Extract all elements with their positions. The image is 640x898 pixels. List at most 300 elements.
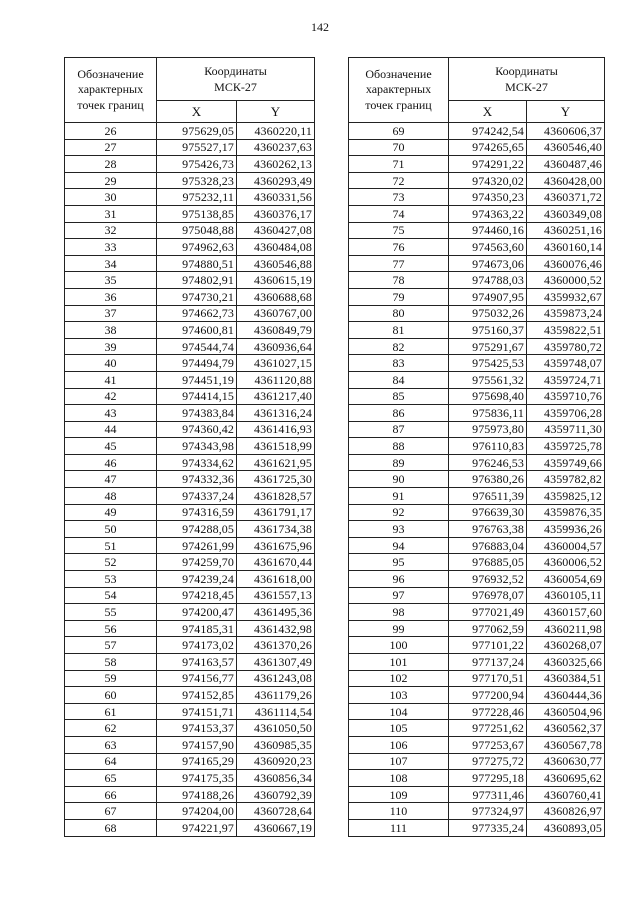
point-number-cell: 45 (65, 438, 157, 455)
y-coordinate-cell: 4361518,99 (237, 438, 315, 455)
table-row (349, 687, 605, 704)
x-coordinate-cell: 974334,62 (157, 454, 237, 471)
x-coordinate-cell: 974962,63 (157, 239, 237, 256)
y-coordinate-cell: 4361217,40 (237, 388, 315, 405)
table-row (65, 687, 315, 704)
point-number-cell: 51 (65, 537, 157, 554)
y-coordinate-cell: 4359724,71 (527, 371, 605, 388)
x-coordinate-cell: 974383,84 (157, 405, 237, 422)
x-coordinate-cell: 974332,36 (157, 471, 237, 488)
point-number-cell: 35 (65, 272, 157, 289)
coordinates-table-right (348, 57, 605, 837)
y-coordinate-cell: 4360728,64 (237, 803, 315, 820)
table-row (349, 571, 605, 588)
table-row (65, 488, 315, 505)
x-coordinate-cell: 974907,95 (449, 288, 527, 305)
y-coordinate-cell: 4361621,95 (237, 454, 315, 471)
table-row (65, 803, 315, 820)
point-number-cell: 64 (65, 753, 157, 770)
point-number-cell: 59 (65, 670, 157, 687)
table-row (65, 355, 315, 372)
point-number-cell: 67 (65, 803, 157, 820)
y-coordinate-cell: 4360615,19 (237, 272, 315, 289)
y-coordinate-cell: 4360567,78 (527, 736, 605, 753)
header-point-designation: Обозначение характерных точек границ (349, 58, 449, 123)
header-y: Y (527, 100, 605, 122)
x-coordinate-cell: 975232,11 (157, 189, 237, 206)
table-row (349, 421, 605, 438)
y-coordinate-cell: 4360487,46 (527, 156, 605, 173)
point-number-cell: 48 (65, 488, 157, 505)
x-coordinate-cell: 976978,07 (449, 587, 527, 604)
x-coordinate-cell: 975561,32 (449, 371, 527, 388)
x-coordinate-cell: 974600,81 (157, 322, 237, 339)
y-coordinate-cell: 4360220,11 (237, 123, 315, 140)
point-number-cell: 66 (65, 786, 157, 803)
x-coordinate-cell: 974288,05 (157, 521, 237, 538)
point-number-cell: 32 (65, 222, 157, 239)
x-coordinate-cell: 975426,73 (157, 156, 237, 173)
y-coordinate-cell: 4360268,07 (527, 637, 605, 654)
x-coordinate-cell: 974337,24 (157, 488, 237, 505)
y-coordinate-cell: 4360767,00 (237, 305, 315, 322)
y-coordinate-cell: 4359876,35 (527, 504, 605, 521)
point-number-cell: 83 (349, 355, 449, 372)
table-row (349, 139, 605, 156)
point-number-cell: 99 (349, 620, 449, 637)
x-coordinate-cell: 976511,39 (449, 488, 527, 505)
y-coordinate-cell: 4360688,68 (237, 288, 315, 305)
table-row (349, 703, 605, 720)
table-row (349, 239, 605, 256)
x-coordinate-cell: 976639,30 (449, 504, 527, 521)
x-coordinate-cell: 974188,26 (157, 786, 237, 803)
table-row (349, 654, 605, 671)
table-row (349, 736, 605, 753)
table-row (349, 388, 605, 405)
table-row (65, 388, 315, 405)
y-coordinate-cell: 4361416,93 (237, 421, 315, 438)
x-coordinate-cell: 977170,51 (449, 670, 527, 687)
x-coordinate-cell: 974563,60 (449, 239, 527, 256)
x-coordinate-cell: 975836,11 (449, 405, 527, 422)
x-coordinate-cell: 975291,67 (449, 338, 527, 355)
table-row (65, 554, 315, 571)
x-coordinate-cell: 977021,49 (449, 604, 527, 621)
point-number-cell: 101 (349, 654, 449, 671)
y-coordinate-cell: 4360606,37 (527, 123, 605, 140)
point-number-cell: 103 (349, 687, 449, 704)
point-number-cell: 78 (349, 272, 449, 289)
x-coordinate-cell: 974204,00 (157, 803, 237, 820)
x-coordinate-cell: 974151,71 (157, 703, 237, 720)
table-row (349, 770, 605, 787)
x-coordinate-cell: 974544,74 (157, 338, 237, 355)
y-coordinate-cell: 4360376,17 (237, 205, 315, 222)
table-row (65, 405, 315, 422)
x-coordinate-cell: 974350,23 (449, 189, 527, 206)
point-number-cell: 105 (349, 720, 449, 737)
table-row (349, 488, 605, 505)
table-row (349, 786, 605, 803)
x-coordinate-cell: 974261,99 (157, 537, 237, 554)
x-coordinate-cell: 974239,24 (157, 571, 237, 588)
x-coordinate-cell: 974320,02 (449, 172, 527, 189)
table-row (349, 255, 605, 272)
point-number-cell: 96 (349, 571, 449, 588)
point-number-cell: 62 (65, 720, 157, 737)
point-number-cell: 63 (65, 736, 157, 753)
table-body-right (349, 123, 605, 837)
point-number-cell: 107 (349, 753, 449, 770)
table-row (65, 255, 315, 272)
table-row (349, 355, 605, 372)
point-number-cell: 87 (349, 421, 449, 438)
table-row (349, 272, 605, 289)
point-number-cell: 91 (349, 488, 449, 505)
point-number-cell: 28 (65, 156, 157, 173)
x-coordinate-cell: 974363,22 (449, 205, 527, 222)
point-number-cell: 109 (349, 786, 449, 803)
point-number-cell: 82 (349, 338, 449, 355)
y-coordinate-cell: 4359749,66 (527, 454, 605, 471)
point-number-cell: 70 (349, 139, 449, 156)
x-coordinate-cell: 974259,70 (157, 554, 237, 571)
y-coordinate-cell: 4361243,08 (237, 670, 315, 687)
point-number-cell: 102 (349, 670, 449, 687)
y-coordinate-cell: 4360160,14 (527, 239, 605, 256)
y-coordinate-cell: 4360384,51 (527, 670, 605, 687)
point-number-cell: 44 (65, 421, 157, 438)
point-number-cell: 71 (349, 156, 449, 173)
point-number-cell: 89 (349, 454, 449, 471)
table-row (349, 123, 605, 140)
y-coordinate-cell: 4360371,72 (527, 189, 605, 206)
x-coordinate-cell: 974165,29 (157, 753, 237, 770)
table-row (349, 637, 605, 654)
table-row (349, 620, 605, 637)
y-coordinate-cell: 4360695,62 (527, 770, 605, 787)
table-row (349, 587, 605, 604)
point-number-cell: 95 (349, 554, 449, 571)
point-number-cell: 81 (349, 322, 449, 339)
x-coordinate-cell: 974460,16 (449, 222, 527, 239)
y-coordinate-cell: 4360667,19 (237, 819, 315, 836)
point-number-cell: 104 (349, 703, 449, 720)
table-row (349, 222, 605, 239)
y-coordinate-cell: 4361114,54 (237, 703, 315, 720)
table-row (65, 222, 315, 239)
y-coordinate-cell: 4360792,39 (237, 786, 315, 803)
point-number-cell: 29 (65, 172, 157, 189)
table-row (65, 454, 315, 471)
table-row (65, 305, 315, 322)
point-number-cell: 42 (65, 388, 157, 405)
point-number-cell: 76 (349, 239, 449, 256)
table-row (65, 770, 315, 787)
point-number-cell: 57 (65, 637, 157, 654)
table-row (65, 438, 315, 455)
x-coordinate-cell: 974200,47 (157, 604, 237, 621)
y-coordinate-cell: 4360251,16 (527, 222, 605, 239)
y-coordinate-cell: 4359825,12 (527, 488, 605, 505)
point-number-cell: 77 (349, 255, 449, 272)
y-coordinate-cell: 4359936,26 (527, 521, 605, 538)
y-coordinate-cell: 4360325,66 (527, 654, 605, 671)
point-number-cell: 84 (349, 371, 449, 388)
table-row (349, 670, 605, 687)
point-number-cell: 108 (349, 770, 449, 787)
y-coordinate-cell: 4360428,00 (527, 172, 605, 189)
x-coordinate-cell: 975629,05 (157, 123, 237, 140)
x-coordinate-cell: 976110,83 (449, 438, 527, 455)
table-row (65, 322, 315, 339)
x-coordinate-cell: 974221,97 (157, 819, 237, 836)
y-coordinate-cell: 4360546,88 (237, 255, 315, 272)
y-coordinate-cell: 4359710,76 (527, 388, 605, 405)
point-number-cell: 58 (65, 654, 157, 671)
y-coordinate-cell: 4361618,00 (237, 571, 315, 588)
y-coordinate-cell: 4361120,88 (237, 371, 315, 388)
x-coordinate-cell: 975527,17 (157, 139, 237, 156)
x-coordinate-cell: 974662,73 (157, 305, 237, 322)
x-coordinate-cell: 977251,62 (449, 720, 527, 737)
table-row (349, 454, 605, 471)
y-coordinate-cell: 4360054,69 (527, 571, 605, 588)
table-row (349, 803, 605, 820)
x-coordinate-cell: 977228,46 (449, 703, 527, 720)
table-row (65, 172, 315, 189)
x-coordinate-cell: 974163,57 (157, 654, 237, 671)
y-coordinate-cell: 4361050,50 (237, 720, 315, 737)
point-number-cell: 106 (349, 736, 449, 753)
y-coordinate-cell: 4361557,13 (237, 587, 315, 604)
point-number-cell: 37 (65, 305, 157, 322)
table-row (65, 338, 315, 355)
table-row (65, 819, 315, 836)
point-number-cell: 75 (349, 222, 449, 239)
header-coordinates: Координаты МСК-27 (157, 58, 315, 101)
table-row (65, 471, 315, 488)
table-row (349, 288, 605, 305)
point-number-cell: 69 (349, 123, 449, 140)
y-coordinate-cell: 4360856,34 (237, 770, 315, 787)
table-row (65, 189, 315, 206)
y-coordinate-cell: 4360076,46 (527, 255, 605, 272)
point-number-cell: 65 (65, 770, 157, 787)
y-coordinate-cell: 4361828,57 (237, 488, 315, 505)
y-coordinate-cell: 4361179,26 (237, 687, 315, 704)
point-number-cell: 54 (65, 587, 157, 604)
x-coordinate-cell: 976380,26 (449, 471, 527, 488)
point-number-cell: 73 (349, 189, 449, 206)
y-coordinate-cell: 4360262,13 (237, 156, 315, 173)
y-coordinate-cell: 4360484,08 (237, 239, 315, 256)
y-coordinate-cell: 4361316,24 (237, 405, 315, 422)
x-coordinate-cell: 976246,53 (449, 454, 527, 471)
y-coordinate-cell: 4360546,40 (527, 139, 605, 156)
table-row (65, 239, 315, 256)
table-row (349, 753, 605, 770)
y-coordinate-cell: 4361027,15 (237, 355, 315, 372)
table-row (349, 554, 605, 571)
table-row (349, 322, 605, 339)
y-coordinate-cell: 4361791,17 (237, 504, 315, 521)
x-coordinate-cell: 977295,18 (449, 770, 527, 787)
table-row (65, 123, 315, 140)
x-coordinate-cell: 975048,88 (157, 222, 237, 239)
point-number-cell: 30 (65, 189, 157, 206)
table-row (65, 205, 315, 222)
table-row (65, 670, 315, 687)
y-coordinate-cell: 4361725,30 (237, 471, 315, 488)
x-coordinate-cell: 974802,91 (157, 272, 237, 289)
y-coordinate-cell: 4359873,24 (527, 305, 605, 322)
table-row (65, 571, 315, 588)
x-coordinate-cell: 976932,52 (449, 571, 527, 588)
x-coordinate-cell: 974414,15 (157, 388, 237, 405)
point-number-cell: 49 (65, 504, 157, 521)
y-coordinate-cell: 4361670,44 (237, 554, 315, 571)
x-coordinate-cell: 974175,35 (157, 770, 237, 787)
table-row (349, 405, 605, 422)
y-coordinate-cell: 4360893,05 (527, 819, 605, 836)
point-number-cell: 61 (65, 703, 157, 720)
y-coordinate-cell: 4360826,97 (527, 803, 605, 820)
x-coordinate-cell: 977335,24 (449, 819, 527, 836)
x-coordinate-cell: 974152,85 (157, 687, 237, 704)
table-row (349, 172, 605, 189)
y-coordinate-cell: 4359711,30 (527, 421, 605, 438)
y-coordinate-cell: 4360004,57 (527, 537, 605, 554)
point-number-cell: 92 (349, 504, 449, 521)
y-coordinate-cell: 4361734,38 (237, 521, 315, 538)
point-number-cell: 100 (349, 637, 449, 654)
y-coordinate-cell: 4360920,23 (237, 753, 315, 770)
x-coordinate-cell: 974343,98 (157, 438, 237, 455)
y-coordinate-cell: 4359748,07 (527, 355, 605, 372)
x-coordinate-cell: 974242,54 (449, 123, 527, 140)
table-row (65, 504, 315, 521)
y-coordinate-cell: 4360630,77 (527, 753, 605, 770)
header-y: Y (237, 100, 315, 122)
x-coordinate-cell: 974360,42 (157, 421, 237, 438)
table-row (65, 587, 315, 604)
point-number-cell: 50 (65, 521, 157, 538)
table-body-left (65, 123, 315, 837)
point-number-cell: 52 (65, 554, 157, 571)
page-number: 142 (311, 20, 329, 34)
table-row (65, 156, 315, 173)
y-coordinate-cell: 4360211,98 (527, 620, 605, 637)
header-x: X (157, 100, 237, 122)
table-row (349, 438, 605, 455)
point-number-cell: 41 (65, 371, 157, 388)
table-row (349, 205, 605, 222)
point-number-cell: 93 (349, 521, 449, 538)
point-number-cell: 46 (65, 454, 157, 471)
x-coordinate-cell: 976763,38 (449, 521, 527, 538)
x-coordinate-cell: 975160,37 (449, 322, 527, 339)
table-row (349, 521, 605, 538)
table-row (65, 521, 315, 538)
table-row (65, 288, 315, 305)
x-coordinate-cell: 974185,31 (157, 620, 237, 637)
table-row (65, 604, 315, 621)
y-coordinate-cell: 4361495,36 (237, 604, 315, 621)
y-coordinate-cell: 4359932,67 (527, 288, 605, 305)
y-coordinate-cell: 4361432,98 (237, 620, 315, 637)
point-number-cell: 88 (349, 438, 449, 455)
point-number-cell: 80 (349, 305, 449, 322)
table-row (65, 637, 315, 654)
x-coordinate-cell: 974291,22 (449, 156, 527, 173)
table-row (65, 537, 315, 554)
x-coordinate-cell: 974788,03 (449, 272, 527, 289)
point-number-cell: 38 (65, 322, 157, 339)
coordinates-table-left (64, 57, 315, 837)
x-coordinate-cell: 975328,23 (157, 172, 237, 189)
y-coordinate-cell: 4359706,28 (527, 405, 605, 422)
table-row (349, 305, 605, 322)
header-x: X (449, 100, 527, 122)
point-number-cell: 47 (65, 471, 157, 488)
point-number-cell: 74 (349, 205, 449, 222)
table-row (349, 156, 605, 173)
point-number-cell: 97 (349, 587, 449, 604)
y-coordinate-cell: 4360105,11 (527, 587, 605, 604)
x-coordinate-cell: 974173,02 (157, 637, 237, 654)
x-coordinate-cell: 977200,94 (449, 687, 527, 704)
y-coordinate-cell: 4360985,35 (237, 736, 315, 753)
table-row (65, 139, 315, 156)
table-row (65, 371, 315, 388)
table-row (65, 272, 315, 289)
y-coordinate-cell: 4359780,72 (527, 338, 605, 355)
point-number-cell: 85 (349, 388, 449, 405)
table-row (349, 338, 605, 355)
x-coordinate-cell: 977137,24 (449, 654, 527, 671)
table-row (65, 421, 315, 438)
x-coordinate-cell: 977253,67 (449, 736, 527, 753)
x-coordinate-cell: 975698,40 (449, 388, 527, 405)
table-row (349, 819, 605, 836)
point-number-cell: 55 (65, 604, 157, 621)
table-row (65, 786, 315, 803)
y-coordinate-cell: 4360331,56 (237, 189, 315, 206)
y-coordinate-cell: 4359822,51 (527, 322, 605, 339)
header-point-designation: Обозначение характерных точек границ (65, 58, 157, 123)
point-number-cell: 79 (349, 288, 449, 305)
y-coordinate-cell: 4360504,96 (527, 703, 605, 720)
x-coordinate-cell: 977275,72 (449, 753, 527, 770)
x-coordinate-cell: 974265,65 (449, 139, 527, 156)
y-coordinate-cell: 4359725,78 (527, 438, 605, 455)
y-coordinate-cell: 4360760,41 (527, 786, 605, 803)
point-number-cell: 53 (65, 571, 157, 588)
y-coordinate-cell: 4360849,79 (237, 322, 315, 339)
x-coordinate-cell: 974153,37 (157, 720, 237, 737)
table-row (65, 736, 315, 753)
point-number-cell: 43 (65, 405, 157, 422)
y-coordinate-cell: 4361307,49 (237, 654, 315, 671)
x-coordinate-cell: 974451,19 (157, 371, 237, 388)
point-number-cell: 40 (65, 355, 157, 372)
y-coordinate-cell: 4360349,08 (527, 205, 605, 222)
y-coordinate-cell: 4360000,52 (527, 272, 605, 289)
y-coordinate-cell: 4359782,82 (527, 471, 605, 488)
table-row (349, 189, 605, 206)
